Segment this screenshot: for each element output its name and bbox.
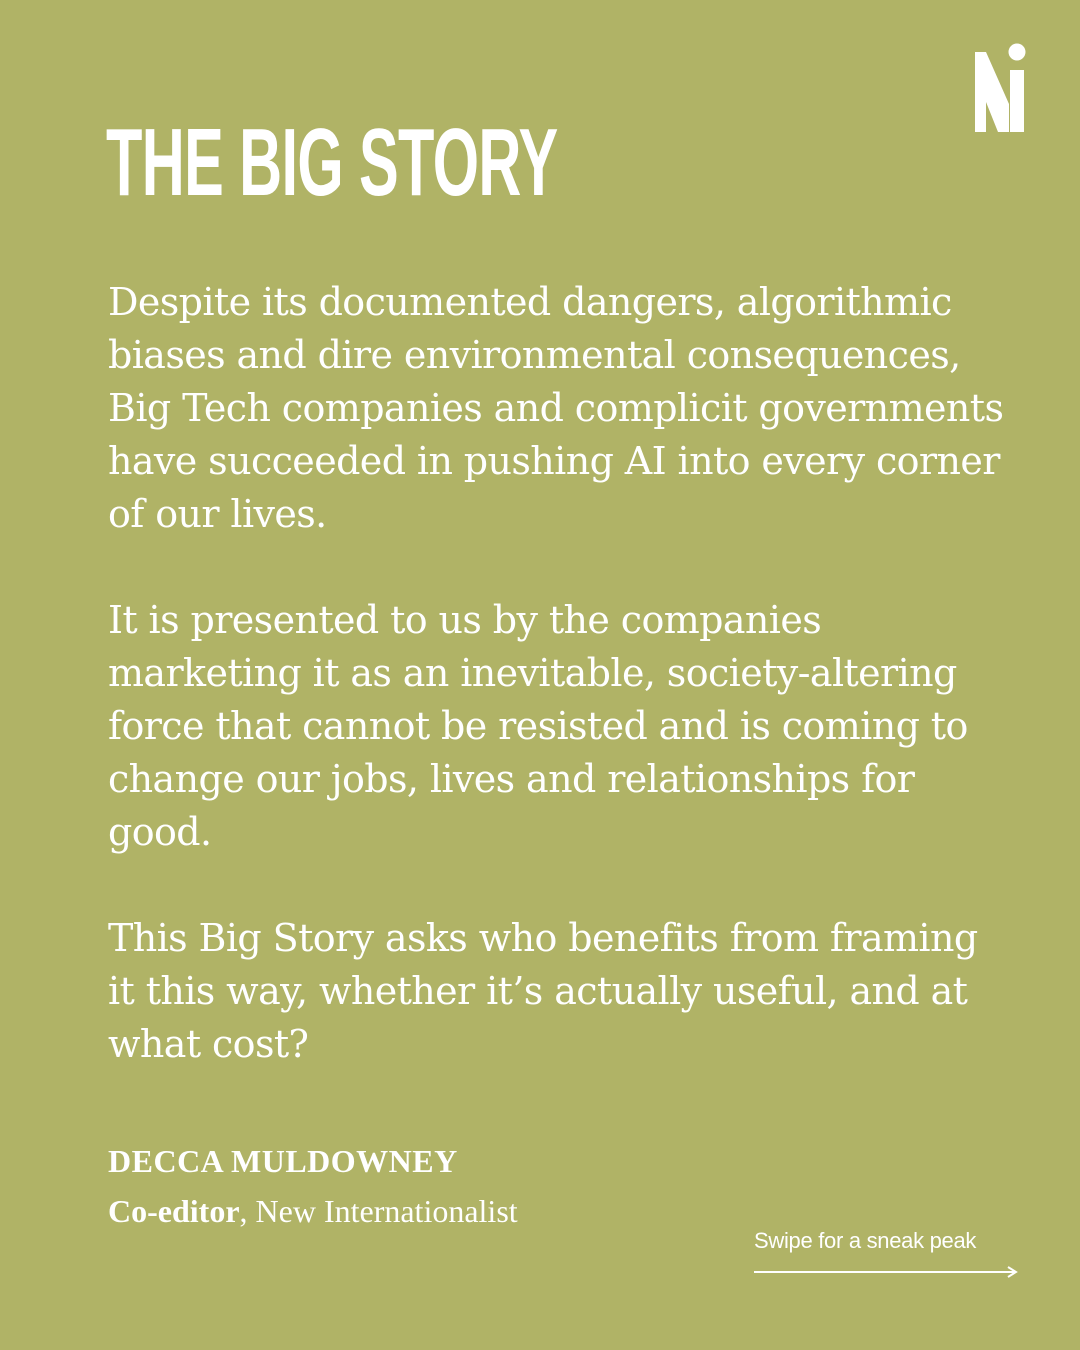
ni-logo-icon (972, 40, 1028, 134)
author-organization: New Internationalist (255, 1193, 518, 1229)
page-title: THE BIG STORY (106, 109, 558, 216)
author-name: DECCA MULDOWNEY (108, 1143, 458, 1179)
article-intro (108, 276, 1008, 1071)
author-role (108, 1186, 518, 1236)
intro-paragraph: This Big Story asks who benefits from framing it this way, whether it’s actually useful, and at what cost? (108, 916, 978, 1066)
intro-paragraph: Despite its documented dangers, algorithmic biases and dire environmental consequences, Big Tech companies and complicit governments have succeeded in pushing AI into every corner of our lives. (108, 280, 1004, 536)
arrow-right-icon (754, 1264, 1020, 1280)
author-byline (108, 1136, 518, 1236)
swipe-label: Swipe for a sneak peak (754, 1228, 977, 1253)
author-role-separator: , (239, 1193, 256, 1229)
swipe-prompt[interactable] (754, 1226, 1020, 1256)
intro-paragraph: It is presented to us by the companies marketing it as an inevitable, society-altering force that cannot be resisted and is coming to change our jobs, lives and relationships for good. (108, 598, 968, 854)
author-role-label: Co-editor (108, 1193, 240, 1229)
